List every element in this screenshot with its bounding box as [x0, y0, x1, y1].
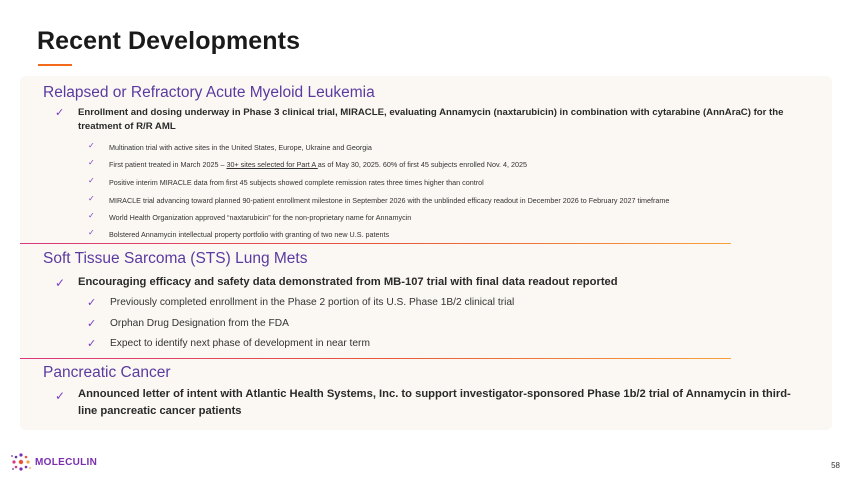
- check-icon: ✓: [88, 211, 95, 220]
- section-title-sts: Soft Tissue Sarcoma (STS) Lung Mets: [43, 250, 308, 267]
- section-main-sts: Encouraging efficacy and safety data demonstrated from MB-107 trial with final data readout reported: [78, 276, 618, 288]
- sts-sub-item: Expect to identify next phase of development in near term: [110, 338, 370, 349]
- section-divider: [20, 243, 731, 244]
- title-accent-line: [38, 64, 72, 66]
- check-icon: ✓: [87, 318, 97, 330]
- company-logo: [10, 451, 97, 473]
- check-icon: ✓: [55, 107, 65, 119]
- aml-sub-item: First patient treated in March 2025 – 30+ sites selected for Part A as of May 30, 2025. 60% of first 45 subjects enrolled Nov. 4, 2025: [109, 160, 527, 169]
- section-title-pancreatic: Pancreatic Cancer: [43, 364, 171, 381]
- aml-sub-item: Multination trial with active sites in the United States, Europe, Ukraine and Georgia: [109, 143, 372, 152]
- aml-sub-item: MIRACLE trial advancing toward planned 90-patient enrollment milestone in September 2026 with the unblinded efficacy readout in December 2026 to February 2027 timeframe: [109, 196, 670, 205]
- check-icon: ✓: [88, 141, 95, 150]
- check-icon: ✓: [88, 158, 95, 167]
- check-icon: ✓: [87, 338, 97, 350]
- aml-sub-item: Positive interim MIRACLE data from first 45 subjects showed complete remission rates three times higher than control: [109, 178, 484, 187]
- check-icon: ✓: [87, 297, 97, 309]
- section-main-pancreatic: Announced letter of intent with Atlantic Health Systems, Inc. to support investigator-sponsored Phase 1b/2 trial of Annamycin in third-line pancreatic cancer patients: [78, 388, 791, 417]
- check-icon: ✓: [88, 194, 95, 203]
- check-icon: ✓: [88, 176, 95, 185]
- sts-sub-item: Orphan Drug Designation from the FDA: [110, 318, 289, 329]
- check-icon: ✓: [55, 389, 66, 403]
- check-icon: ✓: [55, 276, 66, 290]
- section-divider: [20, 358, 731, 359]
- sts-sub-item: Previously completed enrollment in the Phase 2 portion of its U.S. Phase 1B/2 clinical trial: [110, 297, 515, 308]
- section-title-aml: Relapsed or Refractory Acute Myeloid Leukemia: [43, 84, 375, 101]
- section-main-aml: Enrollment and dosing underway in Phase 3 clinical trial, MIRACLE, evaluating Annamycin (naxtarubicin) in combination with cytarabine (AnnAraC) for the treatment of R/R AML: [78, 107, 784, 132]
- aml-sub-item: World Health Organization approved “naxtarubicin” for the non-proprietary name for Annamycin: [109, 213, 412, 222]
- slide-title: Recent Developments: [37, 27, 301, 55]
- check-icon: ✓: [88, 228, 95, 237]
- sites-link[interactable]: 30+ sites selected for Part A: [226, 160, 318, 169]
- logo-text: MOLECULIN: [35, 456, 98, 468]
- aml-sub-item: Bolstered Annamycin intellectual property portfolio with granting of two new U.S. patents: [109, 230, 390, 239]
- page-number: 58: [831, 461, 840, 470]
- molecule-logo-icon: [10, 451, 32, 473]
